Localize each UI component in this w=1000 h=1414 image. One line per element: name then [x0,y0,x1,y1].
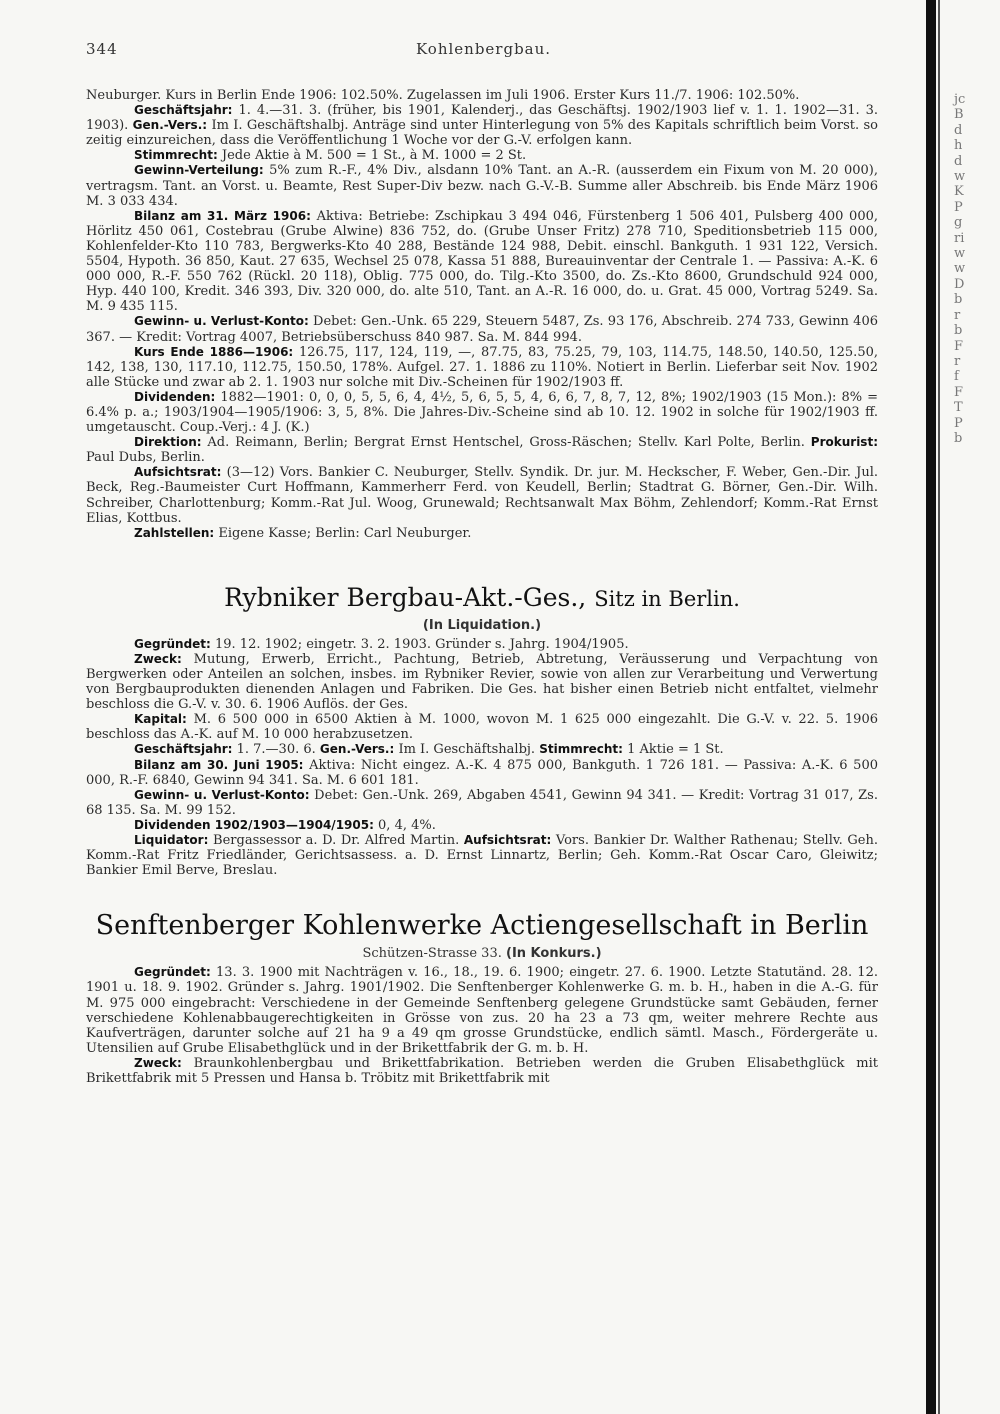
edge-letter: F [954,384,964,400]
edge-letter: b [954,430,963,446]
page-number: 344 [86,40,118,58]
rybniker-status: (In Liquidation.) [422,617,542,633]
edge-letter: w [954,169,966,185]
rybniker-kapital: Kapital: M. 6 500 000 in 6500 Aktien à M. 1000, wovon M. 1 625 000 eingezahlt. Die G.-V. v. 22. 5. 1906 beschloss das A.-K. auf M. 10 000 herabzusetzen. [86,712,878,743]
senftenberger-status: (In Konkurs.) [506,946,602,962]
edge-letter: T [954,400,963,416]
edge-letter: w [954,261,966,277]
facing-page-edge-letters [954,92,994,446]
senftenberger-gegruendet: Gegründet: 13. 3. 1900 mit Nachträgen v. 16., 18., 19. 6. 1900; eingetr. 27. 6. 1900. Letzte Statutänd. 28. 12. 1901 u. 18. 9. 1902. Gründer s. Jahrg. 1901/1902. Die Senftenberger Kohlenwerke G. m. b. H., haben in die A.-G. für M. 975 000 eingebracht: Verschiedene in der Gemeinde Senftenberg gelegene Grundstücke samt Gebäuden, ferner verschiedene Kohlenabbaugerechtigkeiten in Grösse von zus. 20 ha 23 a 73 qm, weiter mehrere Rechte aus Kaufverträgen, darunter solche auf 21 ha 9 a 49 qm grosse Grundstücke, endlich sämtl. Masch., Fördergeräte u. Utensilien auf Grube Elisabethglück und in der Brikettfabrik der G. m. b. H. [86,965,878,1056]
dividenden-paragraph: Dividenden: 1882—1901: 0, 0, 0, 5, 5, 6, 4, 4½, 5, 6, 5, 5, 4, 6, 6, 7, 8, 7, 12, 8%; 1902/1903 (15 Mon.): 8% = 6.4% p. a.; 1903/1904—1905/1906: 3, 5, 8%. Die Jahres-Div.-Scheine sind ab 10. 12. 1902 in solche für 1902/1903 ff. umgetauscht. Coup.-Verj.: 4 J. (K.) [86,389,878,436]
page-header [86,40,878,58]
page-gutter-shadow [926,0,936,1414]
senftenberger-entry [86,965,878,1086]
rybniker-gegruendet: Gegründet: 19. 12. 1902; eingetr. 3. 2. 1903. Gründer s. Jahrg. 1904/1905. [134,636,629,652]
edge-letter: F [954,338,964,354]
page-gutter-line [938,0,940,1414]
page-content [86,40,878,1086]
edge-letter: B [954,107,964,123]
aufsichtsrat-paragraph: Aufsichtsrat: (3—12) Vors. Bankier C. Neuburger, Stellv. Syndik. Dr. jur. M. Heckscher, F. Weber, Gen.-Dir. Jul. Beck, Reg.-Baumeister Curt Hoffmann, Kammerherr Ferd. von Keudell, Berlin; Stadtrat G. Börner, Gen.-Dir. Wilh. Schreiber, Charlottenburg; Komm.-Rat Jul. Woog, Grunewald; Rechtsanwalt Max Böhm, Zehlendorf; Komm.-Rat Ernst Elias, Kottbus. [86,465,878,526]
rybniker-liquidator: Liquidator: Bergassessor a. D. Dr. Alfred Martin. Aufsichtsrat: Vors. Bankier Dr. Walther Rathenau; Stellv. Geh. Komm.-Rat Fritz Friedländer, Gerichtsassess. a. D. Ernst Linnartz, Berlin; Geh. Komm.-Rat Oscar Caro, Gleiwitz; Bankier Emil Berve, Breslau. [86,833,878,879]
gewinn-verteilung-paragraph: Gewinn-Verteilung: 5% zum R.-F., 4% Div., alsdann 10% Tant. an A.-R. (ausserdem ein Fixum von M. 20 000), vertragsm. Tant. an Vorst. u. Beamte, Rest Super-Div bezw. nach G.-V.-B. Summe aller Abschreib. bis Ende März 1906 M. 3 033 434. [86,163,878,209]
gewinn-verlust-paragraph: Gewinn- u. Verlust-Konto: Debet: Gen.-Unk. 65 229, Steuern 5487, Zs. 93 176, Abschreib. 274 733, Gewinn 406 367. — Kredit: Vortrag 4007, Betriebsüberschuss 840 987. Sa. M. 844 994. [86,314,878,345]
senftenberger-title: Senftenberger Kohlenwerke Actiengesellschaft in Berlin [95,910,869,942]
edge-letter: jc [954,92,966,107]
edge-letter: f [954,369,959,385]
running-title: Kohlenbergbau. [416,40,552,58]
senftenberger-subtitle [86,946,878,961]
rybniker-title: Rybniker Bergbau-Akt.-Ges., Sitz in Berlin. [224,582,740,612]
direktion-paragraph: Direktion: Ad. Reimann, Berlin; Bergrat Ernst Hentschel, Gross-Räschen; Stellv. Karl Polte, Berlin. Prokurist: Paul Dubs, Berlin. [86,435,878,466]
edge-letter: b [954,323,963,339]
senftenberger-address: Schützen-Strasse 33. [362,946,502,962]
rybniker-gewinn-verlust: Gewinn- u. Verlust-Konto: Debet: Gen.-Unk. 269, Abgaben 4541, Gewinn 94 341. — Kredit: Vortrag 31 017, Zs. 68 135. Sa. M. 99 152. [86,787,878,818]
edge-letter: ri [954,230,965,246]
kurs-paragraph: Kurs Ende 1886—1906: 126.75, 117, 124, 119, —, 87.75, 83, 75.25, 79, 103, 114.75, 148.50, 140.50, 125.50, 142, 138, 130, 117.10, 112.75, 150.50, 178%. Aufgel. 27. 1. 1886 zu 110%. Notiert in Berlin. Lieferbar seit Nov. 1902 alle Stücke und zwar ab 2. 1. 1903 nur solche mit Div.-Scheinen für 1902/1903 ff. [86,344,878,390]
edge-letter: P [954,415,963,431]
intro-text: Neuburger. Kurs in Berlin Ende 1906: 102.50%. Zugelassen im Juli 1906. Erster Kurs 11./7. 1906: 102.50%. [86,88,800,103]
edge-letter: K [954,184,964,200]
rybniker-entry [86,637,878,879]
rybniker-bilanz: Bilanz am 30. Juni 1905: Aktiva: Nicht eingez. A.-K. 4 875 000, Bankguth. 1 726 181. — Passiva: A.-K. 6 500 000, R.-F. 6840, Gewinn 94 341. Sa. M. 6 601 181. [86,757,878,788]
edge-letter: r [954,307,961,323]
edge-letter: g [954,215,963,231]
geschaeftsjahr-paragraph: Geschäftsjahr: 1. 4.—31. 3. (früher, bis 1901, Kalenderj., das Geschäftsj. 1902/1903 lief v. 1. 1. 1902—31. 3. 1903). Gen.-Vers.: Im I. Geschäftshalbj. Anträge sind unter Hinterlegung von 5% des Kapitals schriftlich beim Vorst. so zeitig einzureichen, dass die Veröffentlichung 1 Woche vor der G.-V. erfolgen kann. [86,103,879,149]
edge-letter: P [954,199,963,215]
rybniker-geschaeftsjahr: Geschäftsjahr: 1. 7.—30. 6. Gen.-Vers.: Im I. Geschäftshalbj. Stimmrecht: 1 Aktie = 1 St. [134,742,724,758]
edge-letter: D [954,276,965,292]
senftenberger-zweck: Zweck: Braunkohlenbergbau und Brikettfabrikation. Betrieben werden die Gruben Elisabethglück mit Brikettfabrik mit 5 Pressen und Hansa b. Tröbitz mit Brikettfabrik mit [86,1055,878,1086]
stimmrecht-paragraph: Stimmrecht: Jede Aktie à M. 500 = 1 St., à M. 1000 = 2 St. [134,148,527,164]
edge-letter: d [954,153,963,169]
zahlstellen-paragraph: Zahlstellen: Eigene Kasse; Berlin: Carl Neuburger. [134,525,472,541]
kohlenwerke-entry-continued [86,88,878,541]
rybniker-zweck: Zweck: Mutung, Erwerb, Erricht., Pachtung, Betrieb, Abtretung, Veräusserung und Verpachtung von Bergwerken oder Anteilen an solchen, insbes. im Rybniker Revier, sowie von allen zur Verarbeitung und Verwertung von Bergbauprodukten dienenden Anlagen und Fabriken. Die Ges. hat bisher einen Betrieb nicht entfaltet, vielmehr beschloss die G.-V. v. 30. 6. 1906 Auflös. der Ges. [86,651,878,713]
edge-letter: w [954,246,966,262]
rybniker-dividenden: Dividenden 1902/1903—1904/1905: 0, 4, 4%. [134,817,436,833]
edge-letter: h [954,138,963,154]
edge-letter: d [954,122,963,138]
edge-letter: r [954,353,961,369]
bilanz-paragraph: Bilanz am 31. März 1906: Aktiva: Betriebe: Zschipkau 3 494 046, Fürstenberg 1 506 401, Pulsberg 400 000, Hörlitz 450 061, Costebrau (Grube Alwine) 836 752, do. (Grube Unser Fritz) 278 710, Speditionsbetrieb 115 000, Kohlenfelder-Kto 110 783, Bergwerks-Kto 40 288, Bestände 124 988, Debit. einschl. Bankguth. 1 931 122, Versich. 5504, Hypoth. 36 850, Kaut. 27 635, Wechsel 25 078, Kassa 51 888, Bureauinventar der Centrale 1. — Passiva: A.-K. 6 000 000, R.-F. 550 762 (Rückl. 20 118), Oblig. 775 000, do. Tilg.-Kto 3500, do. Zs.-Kto 8600, Grundschuld 924 000, Hyp. 440 100, Kredit. 346 393, Div. 320 000, do. alte 510, Tant. an A.-R. 16 000, do. u. Grat. 45 000, Vortrag 5249. Sa. M. 9 435 115. [86,208,879,315]
edge-letter: b [954,292,963,308]
